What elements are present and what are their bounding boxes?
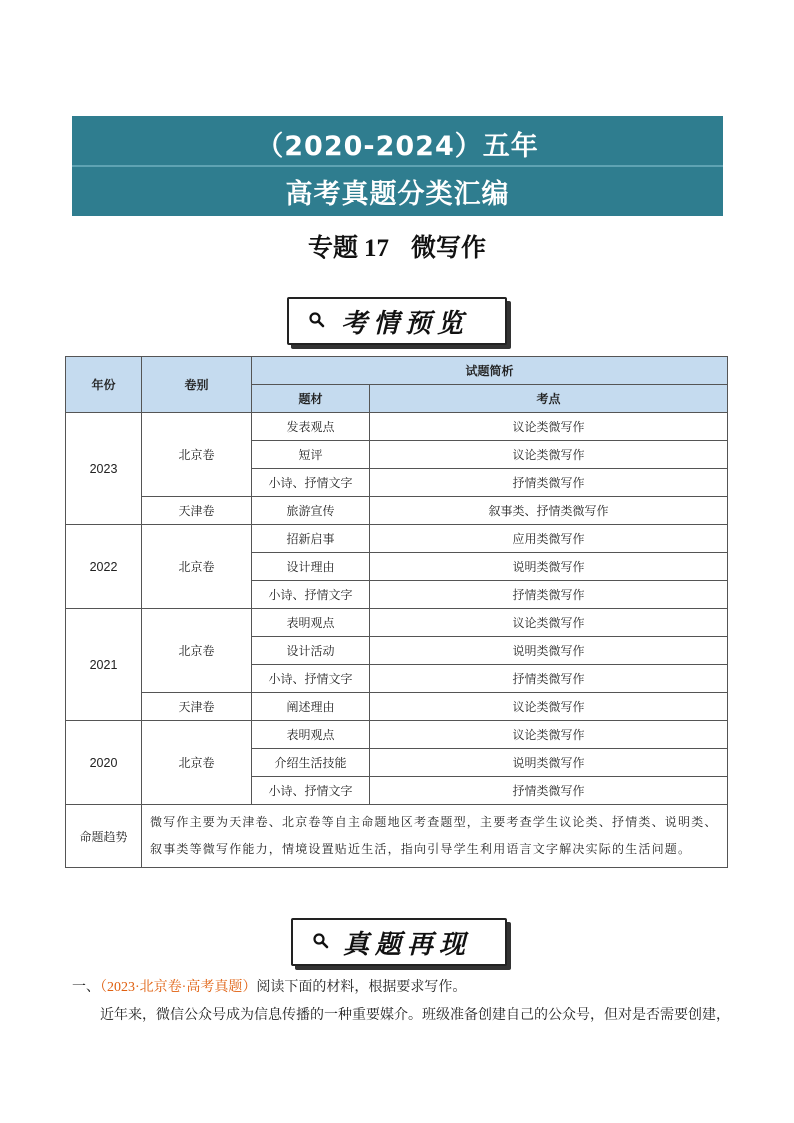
year-cell: 2023 — [66, 413, 142, 525]
title-banner — [72, 116, 723, 216]
header-paper: 卷别 — [142, 357, 252, 413]
subject-cell: 招新启事 — [252, 525, 370, 553]
point-cell: 议论类微写作 — [370, 441, 728, 469]
year-cell: 2020 — [66, 721, 142, 805]
topic-title — [0, 228, 794, 264]
table-row — [66, 413, 728, 441]
question-source: （2023·北京卷·高考真题） — [100, 980, 257, 995]
subject-cell: 小诗、抒情文字 — [252, 777, 370, 805]
point-cell: 抒情类微写作 — [370, 469, 728, 497]
section-title: 真题再现 — [342, 929, 471, 960]
subject-cell: 表明观点 — [252, 609, 370, 637]
banner-divider — [72, 165, 723, 167]
subject-cell: 发表观点 — [252, 413, 370, 441]
point-cell: 议论类微写作 — [370, 413, 728, 441]
trend-label: 命题趋势 — [66, 805, 142, 868]
point-cell: 议论类微写作 — [370, 609, 728, 637]
subject-cell: 阐述理由 — [252, 693, 370, 721]
paper-cell: 天津卷 — [142, 693, 252, 721]
table-header-row — [66, 357, 728, 385]
subject-cell: 设计活动 — [252, 637, 370, 665]
question-line — [72, 976, 732, 996]
topic-number: 17 — [364, 235, 389, 262]
paper-cell: 北京卷 — [142, 525, 252, 609]
point-cell: 抒情类微写作 — [370, 665, 728, 693]
table-row — [66, 609, 728, 637]
question-instruction: 阅读下面的材料，根据要求写作。 — [256, 980, 467, 995]
search-icon — [309, 312, 325, 328]
topic-name: 微写作 — [411, 233, 487, 262]
paper-cell: 北京卷 — [142, 721, 252, 805]
point-cell: 叙事类、抒情类微写作 — [370, 497, 728, 525]
header-subject: 题材 — [252, 385, 370, 413]
point-cell: 应用类微写作 — [370, 525, 728, 553]
point-cell: 议论类微写作 — [370, 693, 728, 721]
subject-cell: 小诗、抒情文字 — [252, 665, 370, 693]
table-row — [66, 525, 728, 553]
question-paragraph: 近年来，微信公众号成为信息传播的一种重要媒介。班级准备创建自己的公众号，但对是否需要创建， — [100, 1008, 730, 1023]
table-row — [66, 721, 728, 749]
point-cell: 抒情类微写作 — [370, 581, 728, 609]
subject-cell: 小诗、抒情文字 — [252, 469, 370, 497]
subject-cell: 表明观点 — [252, 721, 370, 749]
trend-row — [66, 805, 728, 868]
subject-cell: 小诗、抒情文字 — [252, 581, 370, 609]
subject-cell: 短评 — [252, 441, 370, 469]
paper-cell: 北京卷 — [142, 609, 252, 693]
point-cell: 说明类微写作 — [370, 637, 728, 665]
table-row — [66, 497, 728, 525]
section-heading-preview — [287, 297, 507, 345]
subject-cell: 介绍生活技能 — [252, 749, 370, 777]
section-title: 考情预览 — [340, 308, 469, 339]
point-cell: 抒情类微写作 — [370, 777, 728, 805]
section-heading-questions — [291, 918, 507, 966]
subject-cell: 设计理由 — [252, 553, 370, 581]
header-year: 年份 — [66, 357, 142, 413]
year-cell: 2022 — [66, 525, 142, 609]
search-icon — [313, 933, 329, 949]
subject-cell: 旅游宣传 — [252, 497, 370, 525]
topic-prefix: 专题 — [307, 233, 358, 262]
banner-line-1: （2020-2024）五年 — [256, 131, 539, 162]
trend-text: 微写作主要为天津卷、北京卷等自主命题地区考查题型，主要考查学生议论类、抒情类、说明类、叙事类等微写作能力，情境设置贴近生活，指向引导学生利用语言文字解决实际的生活问题。 — [142, 805, 728, 868]
exam-overview-table — [65, 356, 728, 868]
point-cell: 说明类微写作 — [370, 749, 728, 777]
paper-cell: 北京卷 — [142, 413, 252, 497]
point-cell: 说明类微写作 — [370, 553, 728, 581]
paper-cell: 天津卷 — [142, 497, 252, 525]
banner-line-2: 高考真题分类汇编 — [285, 179, 510, 210]
header-summary: 试题简析 — [252, 357, 728, 385]
question-number: 一、 — [72, 980, 100, 995]
year-cell: 2021 — [66, 609, 142, 721]
table-row — [66, 693, 728, 721]
header-point: 考点 — [370, 385, 728, 413]
point-cell: 议论类微写作 — [370, 721, 728, 749]
